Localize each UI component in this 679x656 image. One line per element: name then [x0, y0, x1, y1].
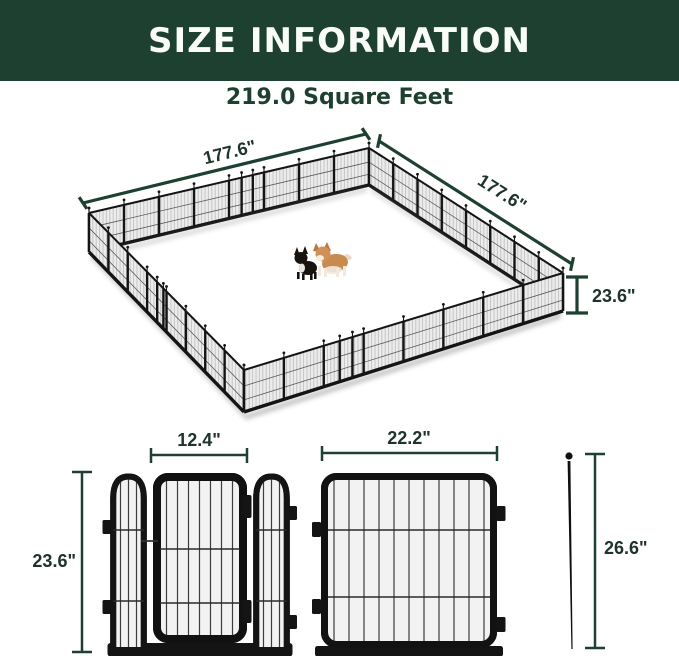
door-hinge: [242, 495, 252, 518]
door-hinge: [242, 600, 252, 623]
dog-french-bulldog: [294, 246, 317, 280]
dog-corgi: [313, 242, 353, 277]
dim-label-side-left: 177.6": [201, 136, 258, 169]
connector-tab: [312, 522, 321, 537]
connector-tab: [103, 520, 112, 534]
connector-tab: [289, 615, 298, 629]
dim-label-stake-length: 26.6": [604, 538, 648, 558]
fence-panel-front-view: [312, 477, 506, 656]
dim-label-panel-width: 22.2": [387, 428, 431, 448]
door-panel-front-view: [103, 476, 298, 656]
connector-tab: [289, 506, 298, 520]
connector-tab: [497, 617, 506, 632]
ground-stake: [565, 452, 572, 649]
dim-label-door-width: 12.4": [177, 430, 221, 450]
dim-label-panel-height: 23.6": [32, 551, 76, 571]
connector-tab: [312, 599, 321, 614]
connector-tab: [103, 600, 112, 614]
playpen-wall-front-right: [243, 267, 565, 412]
connector-tab: [497, 506, 506, 521]
dim-label-side-right: 177.6": [474, 170, 531, 216]
dim-label-wall-height: 23.6": [592, 286, 636, 306]
area-subtitle: 219.0 Square Feet: [225, 85, 454, 110]
page-title: SIZE INFORMATION: [148, 20, 531, 61]
